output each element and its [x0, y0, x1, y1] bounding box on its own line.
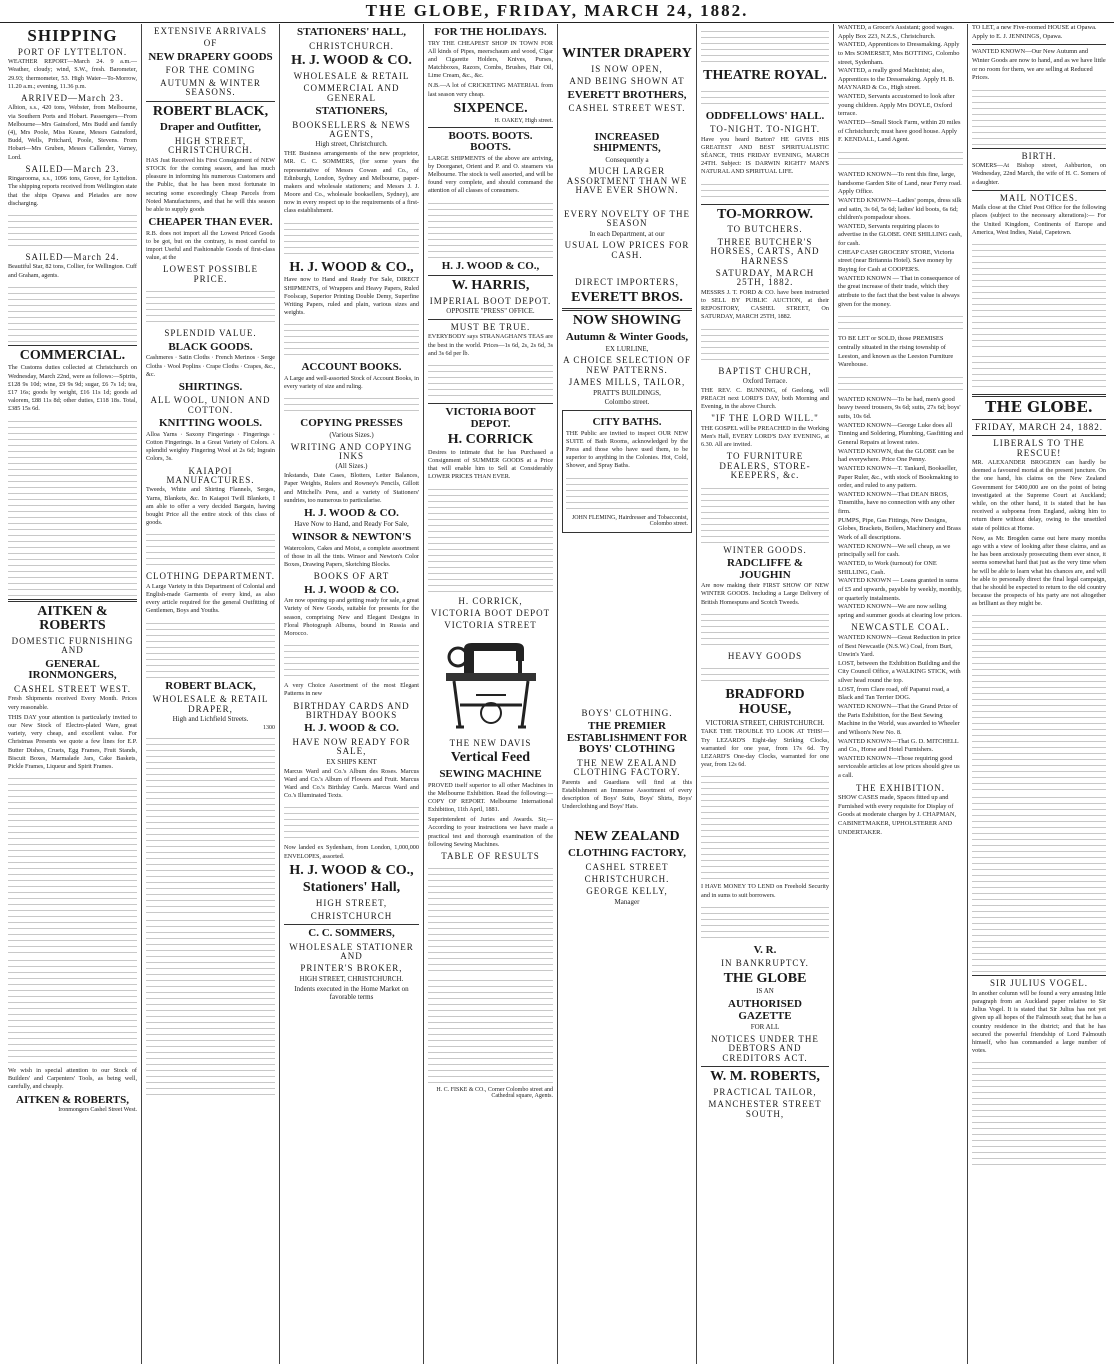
- knitting-heading: KNITTING WOOLS.: [158, 417, 263, 430]
- column-4: [424, 24, 558, 1364]
- winsor-heading: WINSOR & NEWTON'S: [291, 531, 412, 544]
- divider: [972, 190, 1106, 191]
- booksellers-heading: BOOKSELLERS & NEWS AGENTS,: [292, 119, 411, 139]
- text-block: [701, 324, 829, 364]
- divider: [701, 204, 829, 205]
- wood-heading: H. J. WOOD & CO.: [291, 52, 412, 68]
- divider: [972, 148, 1106, 149]
- radcliffe-heading: RADCLIFFE & JOUGHIN: [726, 557, 804, 581]
- mail-text: Mails close at the Chief Post Office for the following places (subject to the necessary alterations):— For the United Kingdom, Continents of Europe and America, West Indies, Natal, Capetown.: [972, 204, 1106, 236]
- stationers-hall-heading-2: Stationers' Hall,: [302, 880, 401, 896]
- aitken-text-2: THIS DAY your attention is particularly invited to our New Stock of Electro-plated Ware, great variety, very cheap, and excellent value. For Christmas Presents we quote a few lines for E.P. Butter Dishes, Cruets, Egg Frames, Fruit Stands, Biscuit Boxes, Marmalade Jars, Cake Baskets, Pickle Frames, Liqueur and Spirit Frames.: [8, 713, 137, 770]
- text-block: [566, 473, 688, 513]
- show-cases-ad: SHOW CASES made, Spaces fitted up and Furnished with every requisite for Display of Goods at moderate charges by J. CHAPMAN, CABINETMAKER, UPHOLSTERER AND UNDERTAKER.: [838, 794, 957, 836]
- money-lend-text: I HAVE MONEY TO LEND on Freehold Security and in sums to suit borrowers.: [701, 883, 829, 899]
- boots-heading: BOOTS. BOOTS. BOOTS.: [448, 129, 533, 154]
- column-5: [558, 24, 697, 1364]
- wanted-ad-11: TO BE LET or SOLD, those PREMISES centrally situated in the rising township of Leeston, and known as the Leeston Furniture Warehouse.: [838, 335, 954, 369]
- text-block: [701, 86, 829, 108]
- city-baths-heading: CITY BATHS.: [592, 416, 662, 429]
- vertical-feed-heading: Vertical Feed: [450, 750, 531, 766]
- autumn-winter-heading: Autumn & Winter Goods,: [565, 331, 689, 344]
- spacer: [562, 197, 692, 207]
- butchers-heading: TO BUTCHERS.: [727, 224, 803, 235]
- robert-black-text-1: HAS Just Received his First Consignment of NEW STOCK for the coming season, and has much pleasure in informing his numerous Customers and the Public, that he has been most fortunate in securing some exceedingly Cheap Parcels from Noted Manufacturers, and that he will this season be able to supply goods: [146, 156, 275, 213]
- pratts-buildings: PRATT'S BUILDINGS,: [593, 388, 661, 397]
- wanted-ad-14: WANTED KNOWN, that the GLOBE can be had everywhere. Price One Penny.: [838, 447, 955, 464]
- robert-black-footer: ROBERT BLACK,: [165, 679, 256, 692]
- wanted-ad-4: WANTED, Servants accustomed to look after young children. Apply Mrs DOYLE, Oxford terrace.: [838, 93, 955, 118]
- premier-heading: THE PREMIER ESTABLISHMENT FOR BOYS' CLOTHING: [566, 720, 688, 756]
- fiske-signature: H. C. FISKE & CO., Corner Colombo street and Cathedral square, Agents.: [436, 1087, 553, 1100]
- wanted-ad-10: WANTED KNOWN — That in consequence of the great increase of their trade, which they attribute to the fact that the best value is always given for the money.: [838, 274, 960, 308]
- cashel-street-heading: CASHEL STREET: [585, 861, 669, 872]
- divider: [428, 275, 553, 276]
- arrived-text: Albion, s.s., 420 tons, Webster, from Melbourne, via Southern Ports and Hobart. Passengers—From Melbourne—Mrs Gainsford, Mrs Budd and family (4), Mrs Poole, Miss Keane, Messrs Gainsford, Budd, Wells, Pritchard, Poole, Stevens. From Hobart—Mrs Gruben, Messrs Callender, Varney, Lord.: [8, 104, 137, 161]
- inks-heading: WRITING AND COPYING INKS: [290, 441, 413, 461]
- sommers-address: HIGH STREET, CHRISTCHURCH.: [299, 974, 404, 983]
- wholesale-footer: WHOLESALE & RETAIL DRAPER,: [152, 694, 269, 714]
- wholesale-stationer-heading: WHOLESALE STATIONER AND: [289, 941, 414, 961]
- wholesale-heading: WHOLESALE & RETAIL: [293, 70, 410, 81]
- arrived-heading: ARRIVED—March 23.: [21, 93, 124, 104]
- aitken-sub-2: GENERAL IRONMONGERS,: [28, 657, 117, 682]
- wanted-ad-12: WANTED KNOWN—To be had, men's good heavy tweed trousers, 9s 6d; suits, 27s 6d; boys' suits, 10s 6d.: [838, 395, 961, 421]
- wood-heading-boots: H. J. WOOD & CO.,: [441, 259, 540, 272]
- envelopes-text: Now landed ex Sydenham, from London, 1,000,000 ENVELOPES, assorted.: [284, 844, 419, 860]
- divider: [972, 419, 1106, 420]
- cashel-west-heading: CASHEL STREET WEST.: [568, 103, 686, 114]
- knitting-list: Alloa Yarns · Saxony Fingerings · Fingerings · Cotton Fingerings. In a Great Variety of Colors. A splendid weighty Fingering Wool at 2s 6d; Ingrain Colors, 3s.: [146, 430, 275, 463]
- newcastle-coal-heading: NEWCASTLE COAL.: [851, 622, 950, 633]
- stranaghan-text: EVERYBODY says STRANAGHAN'S TEAS are the best in the world. Prices—1s 6d, 2s, 2s 6d, 3s and 3s 6d per lb.: [428, 333, 553, 357]
- wanted-ad-24: WANTED KNOWN—That G. D. MITCHELL and Co., Horse and Hotel Furnishers.: [838, 737, 959, 754]
- city-baths-box: [562, 410, 692, 532]
- new-davis-heading: THE NEW DAVIS: [449, 737, 532, 748]
- commercial-text-block: [8, 416, 137, 596]
- wanted-ad-19: WANTED, to Work (turnout) for ONE SHILLING, Cash.: [838, 559, 937, 576]
- shipping-text-block-2: [8, 282, 137, 342]
- lost-ad-2: LOST, from Clare road, off Papanui road, a Black and Tan Terrier DOG.: [838, 685, 950, 702]
- autumn-goods-ad: WANTED KNOWN—Our New Autumn and Winter Goods are now to hand, and as we have little or no room for them, we are selling at Reduced Prices.: [972, 48, 1106, 82]
- divider: [701, 1066, 829, 1067]
- lowest-price-heading: LOWEST POSSIBLE PRICE.: [162, 264, 259, 284]
- text-block: [428, 360, 553, 400]
- oddfellows-heading: ODDFELLOWS' HALL.: [705, 109, 825, 122]
- clothing-factory-heading: THE NEW ZEALAND CLOTHING FACTORY.: [573, 757, 681, 778]
- aitken-heading: AITKEN & ROBERTS: [37, 603, 108, 634]
- divider: [428, 403, 553, 404]
- divider: [146, 101, 275, 102]
- commercial-heading: COMMERCIAL.: [19, 347, 126, 363]
- editorial-text-block-2: [972, 792, 1106, 972]
- divider: [972, 975, 1106, 976]
- wanted-ad-17: PUMPS, Pipe, Gas Fittings, New Designs, Globes, Brackets, Boilers, Machinery and Brass Work of all descriptions.: [838, 516, 961, 542]
- text-block: [701, 663, 829, 685]
- stationers-heading: STATIONERS,: [315, 104, 388, 117]
- cheapest-shop-text: TRY THE CHEAPEST SHOP IN TOWN FOR All kinds of Pipes, meerschaum and wood, Cigar and Cigarette Holders, Knives, Purses, Matchboxes, Razors, Combs, Brushes, Hair Oil, Lime Cream, &c., &c.: [428, 39, 553, 80]
- clothing-factory-heading-2: CLOTHING FACTORY,: [568, 847, 686, 859]
- shipping-text-block: [8, 210, 137, 250]
- text-block: [428, 198, 553, 258]
- birth-text: SOMERS—At Bishop street, Ashburton, on Wednesday, 22nd March, the wife of H. C. Somers of a daughter.: [972, 162, 1106, 186]
- victoria-boot-footer: VICTORIA BOOT DEPOT: [430, 607, 551, 618]
- printers-broker-heading: PRINTER'S BROKER,: [300, 963, 403, 974]
- spacer: [562, 261, 692, 275]
- opposite-press: OPPOSITE "PRESS" OFFICE.: [446, 307, 535, 316]
- black-goods-list: Cashmeres · Satin Cloths · French Merinos · Serge Cloths · Wool Poplins · Crape Cloths · Crapes, &c., &c.: [146, 354, 275, 378]
- davis-text-2: Superintendent of Juries and Awards. Sir,—According to your instructions we have made a practical test and thorough examination of the following Sewing Machines.: [428, 816, 553, 848]
- column-8: [968, 24, 1110, 1364]
- text-block: [284, 218, 419, 258]
- cricketing-text: N.B.—A lot of CRICKETING MATERIAL from last season very cheap.: [428, 82, 553, 98]
- sailed-heading: SAILED—March 23.: [25, 163, 120, 174]
- vogel-heading: SIR JULIUS VOGEL.: [989, 978, 1089, 989]
- text-block: [972, 85, 1106, 145]
- imperial-boot-heading: IMPERIAL BOOT DEPOT.: [429, 295, 552, 306]
- wanted-ad-6: WANTED KNOWN—To rent this fine, large, handsome Garden Site of Land, near Ferry road. Apply Office.: [838, 170, 962, 196]
- aitken-sub-3: CASHEL STREET WEST.: [14, 683, 131, 694]
- bunning-text: THE REV. C. BUNNING, of Geelong, will PREACH next LORD'S DAY, both Morning and Evening, in the above Church.: [701, 386, 829, 411]
- holidays-heading: FOR THE HOLIDAYS.: [434, 26, 547, 38]
- text-block: [428, 484, 553, 594]
- consequently-text: Consequently a: [605, 155, 649, 164]
- shirtings-heading: SHIRTINGS.: [178, 380, 243, 393]
- everett-brothers-heading: EVERETT BROTHERS,: [567, 88, 687, 101]
- corrick-heading: H. CORRICK: [447, 432, 534, 448]
- lezard-text: TAKE THE TROUBLE TO LOOK AT THIS!— Try LEZARD'S Eight-day Striking Clocks, warranted for one year, from 17s 6d. Try LEZARD'S One-day Clocks, warranted for one year, from 12s 6d.: [701, 728, 829, 769]
- christchurch-heading-3: CHRISTCHURCH.: [584, 873, 670, 884]
- wood-heading-6: H. J. WOOD & CO.,: [289, 862, 414, 878]
- larger-assortment-heading: MUCH LARGER ASSORTMENT THAN WE HAVE EVER SHOWN.: [566, 166, 688, 196]
- parents-text: Parents and Guardians will find at this Establishment an Immense Assortment of every description of Boys' Suits, Boys' Shirts, Boys' Underclothing and Boys' Hats.: [562, 778, 692, 811]
- text-block: [284, 319, 419, 359]
- lost-ad-1: LOST, between the Exhibition Building and the City Council Office, a WALKING STICK, with silver head round the top.: [838, 659, 961, 685]
- boots-text: LARGE SHIPMENTS of the above are arriving, by Doorganet, Orient and P. and O. steamers via Melbourne. The stock is well assorted, and will be found very complete, and should command the attention of all classes of consumers.: [428, 154, 553, 195]
- clothing-heading: CLOTHING DEPARTMENT.: [146, 571, 275, 582]
- everett-bros-heading: EVERETT BROS.: [571, 289, 683, 305]
- newspaper-columns: [4, 24, 1110, 1364]
- low-prices-heading: USUAL LOW PRICES FOR CASH.: [564, 240, 690, 260]
- divider: [972, 435, 1106, 436]
- sommers-heading: C. C. SOMMERS,: [308, 927, 395, 939]
- text-block: [972, 1057, 1106, 1167]
- divider: [972, 394, 1106, 397]
- novelty-heading: EVERY NOVELTY OF THE SEASON: [563, 208, 691, 229]
- wanted-ad-15: WANTED KNOWN—T. Tankard, Bookseller, Paper Ruler, &c., with stock of Bookmaking to order, and ruled to any pattern.: [838, 464, 959, 490]
- liberals-heading: LIBERALS TO THE RESCUE!: [993, 438, 1085, 458]
- masthead-title: THE GLOBE, FRIDAY, MARCH 24, 1882.: [365, 1, 749, 20]
- inkstands-text: Inkstands, Date Cases, Blotters, Letter Balances, Paper Weights, Rulers and Rowney's Pencils, Gillott and Mitchell's Pens, and a variety of Stationers' sundries, too numerous to particularise.: [284, 472, 419, 504]
- increased-shipments-heading: INCREASED SHIPMENTS,: [593, 130, 661, 155]
- christchurch-heading-2: CHRISTCHURCH: [310, 910, 393, 921]
- tailor-heading: PRACTICAL TAILOR,: [713, 1086, 817, 1097]
- text-block: [146, 286, 275, 326]
- wanted-ad-21: WANTED KNOWN—We are now selling spring and summer goods at clearing low prices.: [838, 603, 962, 619]
- stationers-hall-heading: STATIONERS' HALL,: [296, 26, 406, 38]
- spacer: [562, 24, 692, 44]
- streets-footer: High and Lichfield Streets.: [172, 715, 249, 724]
- harris-heading: W. HARRIS,: [451, 278, 530, 294]
- davis-text-1: PROVED itself superior to all other Machines in the Melbourne Exhibition. Read the following:—COPY OF REPORT. Melbourne International Exhibition, 11th April, 1881.: [428, 781, 553, 814]
- being-shown-heading: AND BEING SHOWN AT: [569, 76, 685, 87]
- high-street-heading-2: HIGH STREET,: [315, 898, 388, 909]
- ad-number: 1300: [263, 724, 275, 731]
- editorial-text-block: [972, 610, 1106, 790]
- black-goods-heading: BLACK GOODS.: [168, 340, 253, 353]
- aitken-text-3: We wish in special attention to our Stock of Builders' and Carpenters' Tools, as being well, carefully, and cheaply.: [8, 1067, 137, 1091]
- spacer: [562, 813, 692, 827]
- winter-goods-heading: WINTER GOODS.: [723, 544, 807, 555]
- radcliffe-text: Are now making their FIRST SHOW OF NEW WINTER GOODS. Including a Large Delivery of British Homespuns and Scotch Tweeds.: [701, 582, 829, 606]
- marcus-ward-text: Marcus Ward and Co.'s Album des Roses. Marcus Ward and Co.'s Album of Flowers and Fruit. Marcus Ward and Co.'s Birthday Cards. Marcus Ward and Co.'s Illuminated Texts.: [284, 767, 419, 800]
- results-heading: TABLE OF RESULTS: [441, 851, 540, 862]
- arrivals-of: OF: [203, 38, 218, 49]
- cheaper-heading: CHEAPER THAN EVER.: [148, 216, 273, 229]
- sailed-heading-2: SAILED—March 24.: [25, 251, 120, 262]
- now-showing-heading: NOW SHOWING: [572, 313, 682, 329]
- city-baths-text: THE Public are invited to inspect OUR NEW SUITE of Bath Rooms, acknowledged by the Press and those who have used them, to be superior to anything in the Colonies. Hot, Cold, Shower, and Spray Baths.: [566, 429, 688, 470]
- wood-heading-2: H. J. WOOD & CO.,: [289, 259, 414, 275]
- column-2: [142, 24, 280, 1364]
- aitken-signature: Ironmongers Cashel Street West.: [58, 1107, 137, 1114]
- editorial-date: FRIDAY, MARCH 24, 1882.: [974, 421, 1104, 432]
- text-block: [428, 975, 553, 1085]
- account-books-text: A Large and well-assorted Stock of Account Books, in every variety of size and ruling.: [284, 374, 419, 391]
- text-block: [701, 902, 829, 942]
- exhibition-heading: THE EXHIBITION.: [856, 782, 945, 793]
- wood-text-2: Have now to Hand and Ready For Sale, DIRECT SHIPMENTS, of Wrappers and Heavy Papers, Ruled Foolscap, Superior Printing Double Demy, Superfine Writing Papers, ruled and plain, various sizes and weights.: [284, 276, 419, 317]
- globe-editorial-heading: THE GLOBE.: [985, 398, 1093, 417]
- commercial-general-heading: COMMERCIAL AND GENERAL: [303, 83, 400, 103]
- aitken-list-block-2: [8, 955, 137, 1065]
- divider: [562, 308, 692, 311]
- birth-heading: BIRTH.: [1021, 150, 1057, 161]
- spacer: [562, 115, 692, 129]
- divider: [284, 924, 419, 925]
- port-heading: PORT OF LYTTELTON.: [17, 46, 128, 57]
- seasons-heading: AUTUMN & WINTER SEASONS.: [160, 77, 261, 98]
- sewing-machine-illustration: [436, 635, 546, 735]
- text-block: [972, 351, 1106, 391]
- art-books-heading: BOOKS OF ART: [313, 571, 390, 582]
- gospel-text: THE GOSPEL will be PREACHED in the Working Men's Hall, EVERY LORD'S DAY EVENING, at 6.30. All are invited.: [701, 424, 829, 449]
- wanted-ad-3: WANTED, a really good Machinist; also, Apprentices to the Dressmaking. Apply H. B. MAYNARD & Co., High street.: [838, 67, 955, 92]
- choice-selection-heading: A CHOICE SELECTION OF NEW PATTERNS.: [563, 355, 691, 375]
- text-block: [701, 771, 829, 881]
- winsor-text: Watercolors, Cakes and Moist, a complete assortment of those in all the tints. Winsor and Newton's Color Boxes, Drawing Papers, Sketching Blocks.: [284, 544, 419, 569]
- aitken-text-1: Fresh Shipments received Every Month. Prices very reasonable.: [8, 695, 137, 711]
- manchester-heading: MANCHESTER STREET SOUTH,: [708, 1099, 822, 1119]
- weather-report: WEATHER REPORT—March 24. 9 a.m.—Weather, cloudy; wind, S.W., fresh. Barometer, 29.93; thermometer, 53. High Water—To-Morrow, 11.20 a.m.; evening, 11.36 p.m.: [8, 58, 137, 90]
- text-block: [972, 239, 1106, 349]
- divider: [8, 599, 137, 602]
- text-block: [284, 640, 419, 680]
- is-an-text: IS AN: [756, 987, 774, 996]
- bankruptcy-heading: IN BANKRUPTCY.: [721, 958, 809, 969]
- column-6: [697, 24, 834, 1364]
- winter-drapery-heading: WINTER DRAPERY: [562, 46, 692, 61]
- wood-heading-3: H. J. WOOD & CO.: [304, 506, 399, 519]
- splendid-heading: SPLENDID VALUE.: [164, 328, 257, 339]
- text-block: [838, 311, 963, 333]
- kaiapoi-text: Tweeds, White and Shirting Flannels, Serges, Yarns, Blankets, &c. In Kaiapoi Twill Blankets, I am able to offer a very decided Bargain, having bought Price all the entire stock of this class of goods.: [146, 486, 275, 527]
- aitken-footer: AITKEN & ROBERTS,: [16, 1093, 129, 1106]
- wanted-ad-5: WANTED—Small Stock Farm, within 20 miles of Christchurch; must have good house. Apply F. KENDALL, Land Agent.: [838, 119, 961, 144]
- kelly-heading: GEORGE KELLY,: [586, 886, 668, 897]
- clothing-text: A Large Variety in this Department of Colonial and English-made Garments of every kind, as also every article required for the general Outfitting of Gentlemen, Boys and Youths.: [146, 582, 275, 615]
- high-street-heading: HIGH STREET, CHRISTCHURCH.: [168, 135, 253, 156]
- column-1: [4, 24, 142, 1364]
- boys-clothing-heading: BOYS' CLOTHING.: [581, 707, 673, 718]
- wanted-ad-2: WANTED, Apprentices to Dressmaking. Apply to Mrs SOMERSET, Mrs BOTTING, Colombo street, Sydenham.: [838, 41, 960, 66]
- divider: [428, 127, 553, 128]
- nz-heading: NEW ZEALAND: [574, 829, 680, 845]
- drapery-heading: NEW DRAPERY GOODS: [148, 50, 273, 63]
- robert-black-text-2: R.B. does not import all the Lowest Priced Goods to be got, but on the contrary, is most careful to import Useful and Fashionable Goods of first-class value, at the: [146, 229, 275, 262]
- victoria-boot-heading: VICTORIA BOOT DEPOT.: [445, 406, 536, 430]
- arrivals-heading: EXTENSIVE ARRIVALS: [153, 26, 268, 36]
- copying-presses-heading: COPYING PRESSES: [300, 417, 403, 430]
- heavy-goods-heading: HEAVY GOODS: [727, 650, 803, 661]
- address-text: High street, Christchurch.: [315, 140, 388, 149]
- bradford-address: VICTORIA STREET, CHRISTCHURCH.: [705, 718, 825, 727]
- aitken-sub-1: DOMESTIC FURNISHING AND: [11, 635, 134, 656]
- account-books-heading: ACCOUNT BOOKS.: [301, 361, 402, 374]
- wanted-ad-13: WANTED KNOWN—George Luke does all Tinning and Soldering, Plumbing, Gasfitting and General Repairs at lowest rates.: [838, 421, 963, 446]
- horses-heading: THREE BUTCHER'S HORSES, CARTS, AND HARNESS: [710, 236, 820, 266]
- roberts-heading: W. M. ROBERTS,: [710, 1069, 820, 1085]
- shipping-heading: SHIPPING: [27, 26, 118, 45]
- text-block: [701, 179, 829, 201]
- ex-ships-text: EX SHIPS KENT: [326, 757, 377, 766]
- baptist-heading: BAPTIST CHURCH,: [718, 365, 812, 376]
- wood-heading-5: H. J. WOOD & CO.: [304, 722, 399, 735]
- notices-heading: NOTICES UNDER THE DEBTORS AND CREDITORS ACT.: [711, 1033, 819, 1063]
- colombo-street: Colombo street.: [604, 398, 650, 407]
- globe-gazette-heading: THE GLOBE: [723, 970, 807, 986]
- wanted-ad-1: WANTED, a Grocer's Assistant; good wages. Apply Box 223, N.Z.S., Christchurch.: [838, 24, 954, 40]
- ford-text: MESSRS J. T. FORD & CO. have been instructed to SELL BY PUBLIC AUCTION, at their REPOSITORY, CASHEL STREET, On SATURDAY, MARCH 25TH, 1882.: [701, 288, 829, 321]
- manager-text: Manager: [614, 897, 640, 906]
- sewing-machine-heading: SEWING MACHINE: [439, 767, 542, 780]
- text-block: [838, 372, 963, 394]
- wanted-ad-20: WANTED KNOWN — Loans granted in sums of £5 and upwards, payable by weekly, monthly, or quarterly instalments.: [838, 577, 962, 602]
- customs-text: The Customs duties collected at Christchurch on Wednesday, March 22nd, were as follows:—Spirits, £128 9s 10d; wine, £9 9s 9d; sugar, £6 7s 1d; tea, £17 16s; goods by weight, £16 11s 1d; goods ad valorem, £88 11s 8d; other duties, £118 18s. Total, £385 15s 6d.: [8, 364, 137, 413]
- victoria-street-footer: VICTORIA STREET: [444, 620, 537, 631]
- choice-text: A very Choice Assortment of the most Elegant Patterns in new: [284, 682, 419, 698]
- column-3: [280, 24, 424, 1364]
- tomorrow-heading: TO-MORROW.: [716, 206, 814, 222]
- wanted-ad-16: WANTED KNOWN—That DEAN BROS, Tinsmiths, have no connection with any other firm.: [838, 490, 955, 516]
- text-block: [701, 483, 829, 543]
- wanted-ad-8: WANTED, Servants requiring places to advertise in the GLOBE. ONE SHILLING cash, for cash.: [838, 222, 962, 248]
- wood-heading-4: H. J. WOOD & CO.: [304, 583, 399, 596]
- tonight-heading: TO-NIGHT. TO-NIGHT.: [710, 124, 820, 135]
- department-text: In each Department, at our: [589, 229, 665, 238]
- now-open-heading: IS NOW OPEN,: [591, 63, 663, 74]
- text-block: [701, 26, 829, 66]
- wanted-ad-22: WANTED KNOWN—Great Reduction in price of Best Newcastle (N.S.W.) Coal, from Burt, Unwin's Yard.: [838, 633, 961, 659]
- sommers-text: THE Business arrangements of the new proprietor, MR. C. C. SOMMERS, (for some years the representative of Messrs Cowan and Co., of Edinburgh, London, Sydney and Melbourne, paper-makers and wholesale stationers; and Messrs J. J. Moore and Co., wholesale booksellers, Sydney), are now in every respect up to the requirements of a first-class establishment.: [284, 150, 419, 215]
- ready-heading: HAVE NOW READY FOR SALE,: [292, 737, 411, 757]
- divider: [972, 44, 1106, 45]
- kaiapoi-heading: KAIAPOI MANUFACTURES.: [166, 465, 255, 486]
- results-table-block: [428, 863, 553, 973]
- wanted-ad-7: WANTED KNOWN—Ladies' pomps, dress silk and satin, 3s 6d, 5s 6d; ladies' kid boots, 6s 6d; children's pompadour shoes.: [838, 196, 962, 222]
- text-block: [701, 609, 829, 649]
- text-block: [146, 529, 275, 569]
- wanted-ad-9: CHEAP CASH GROCERY STORE, Victoria street (near Britannia Hotel). Save money by Buying for Cash at COOPER'S.: [838, 248, 955, 274]
- text-block: [146, 733, 275, 913]
- text-block: [146, 915, 275, 1095]
- editorial-text-1: MR. ALEXANDER BROGDEN can hardly be deemed a favoured mortal at the present juncture. On the one hand, his claims on the New Zealand Government for £400,000 are on the point of being investigated at the Supreme Court at Auckland; while, on the other hand, it is stated that he has received a subpoena from England, asking him to return there without delay, owing to the unsettled state of politics at Home.: [972, 459, 1106, 532]
- all-sizes: (All Sizes.): [335, 462, 368, 471]
- mail-notices-heading: MAIL NOTICES.: [999, 192, 1079, 203]
- oakey-signature: H. OAKEY, High street.: [494, 117, 553, 124]
- masthead: [0, 0, 1114, 23]
- divider: [428, 319, 553, 320]
- text-block: [284, 802, 419, 842]
- sixpence-heading: SIXPENCE.: [453, 100, 528, 116]
- corrick-footer: H. CORRICK,: [458, 595, 523, 606]
- aitken-list-block: [8, 773, 137, 953]
- saturday-heading: SATURDAY, MARCH 25TH, 1882.: [715, 268, 815, 288]
- text-block: [838, 147, 963, 169]
- james-mills-heading: JAMES MILLS, TAILOR,: [568, 377, 686, 388]
- spacer: [562, 536, 692, 706]
- corrick-text: Desires to intimate that he has Purchased a Consignment of SUMMER GOODS at a Price that will enable him to Sell at Considerably LOWER PRICES THAN EVER.: [428, 448, 553, 481]
- fleming-signature: JOHN FLEMING, Hairdresser and Tobacconist, Colombo street.: [571, 514, 688, 527]
- bradford-house-heading: BRADFORD HOUSE,: [725, 687, 805, 717]
- birthday-heading: BIRTHDAY CARDS AND BIRTHDAY BOOKS: [293, 700, 410, 721]
- have-now-text: Have Now to Hand, and Ready For Sale,: [294, 520, 409, 529]
- wanted-ad-25: WANTED KNOWN—Those requiring good serviceable articles at low prices should give us a call.: [838, 754, 960, 780]
- vr-heading: V. R.: [753, 943, 777, 956]
- text-block: [146, 618, 275, 678]
- wool-heading: ALL WOOL, UNION AND COTTON.: [150, 395, 271, 415]
- column-7: [834, 24, 968, 1364]
- draper-heading: Draper and Outfitter,: [159, 121, 262, 134]
- theatre-royal-heading: THEATRE ROYAL.: [703, 68, 827, 83]
- robert-black-heading: ROBERT BLACK,: [152, 103, 269, 119]
- new-goods-text: Are now opening up and getting ready for sale, a great Variety of New Goods, suitable for presents for the season, comprising New and Elegant Designs in Floral Photograph Albums, bound in Russia and Morocco.: [284, 597, 419, 638]
- burton-text: Have you heard Burton? HE GIVES HIS GREATEST AND BEST SPIRITUALISTIC SÉANCE, THIS FRIDAY EVENING, MARCH 24TH. Subject: IS DARWIN RIGHT? MAN'S NATURAL AND SPIRITUAL LIFE.: [701, 135, 829, 176]
- indents-text: Indents executed in the Home Market on favorable terms: [294, 984, 409, 1002]
- various-sizes: (Various Sizes.): [329, 430, 374, 439]
- must-be-true-heading: MUST BE TRUE.: [450, 322, 531, 332]
- wanted-ad-18: WANTED KNOWN—We sell cheap, as we principally sell for cash.: [838, 542, 951, 559]
- sailed-text-2: Beautiful Star, 82 tons, Collier, for Wellington. Cuff and Graham, agents.: [8, 263, 137, 279]
- lord-will-heading: "IF THE LORD WILL.": [711, 413, 819, 424]
- divider: [8, 345, 137, 346]
- editorial-text-2: Now, as Mr. Brogden came out here many months ago with a view of looking after these claims, and as he has been anxiously prosecuting them ever since, it seems somewhat hard that just as the very time when he will be able to learn what his chances are, and will be able to personally direct the final legal campaign, that he should be expected to return to the old country because the prospects of his party are not altogether as brilliant as they might be.: [972, 534, 1106, 608]
- wanted-ad-23: WANTED KNOWN—That the Grand Prize of the Paris Exhibition, for the Best Sewing Machine in the World, was awarded to Wheeler and Wilson's New No. 8.: [838, 703, 960, 736]
- oxford-terrace: Oxford Terrace.: [742, 377, 788, 386]
- authorised-gazette-heading: AUTHORISED GAZETTE: [728, 998, 802, 1022]
- christchurch-heading: CHRISTCHURCH.: [309, 40, 394, 51]
- sailed-text: Ringarooma, s.s., 1096 tons, Grove, for Lyttelton. The shipping reports received from Wellington state that the ships Opawa and Pleiades are now discharging.: [8, 175, 137, 207]
- furniture-dealers-heading: TO FURNITURE DEALERS, STORE-KEEPERS, &c.: [719, 451, 811, 481]
- coming-heading: FOR THE COMING: [165, 65, 256, 76]
- to-let-ad: TO LET, a new Five-roomed HOUSE at Opawa. Apply to E. J. JENNINGS, Opawa.: [972, 24, 1097, 40]
- ex-lurline-text: EX LURLINE,: [605, 344, 649, 353]
- text-block: [284, 393, 419, 415]
- direct-importers-heading: DIRECT IMPORTERS,: [575, 277, 679, 288]
- for-all-text: FOR ALL: [750, 1023, 780, 1032]
- vogel-text: In another column will be found a very amusing little paragraph from an Auckland paper relative to Sir Julius Vogel. It is stated that Sir Julius has not yet given up all hopes of the Falmouth seat; that he has a country residence in the district; and that he has secured the powerful friendship of Lord Falmouth himself, who has commanded a large number of votes.: [972, 989, 1106, 1055]
